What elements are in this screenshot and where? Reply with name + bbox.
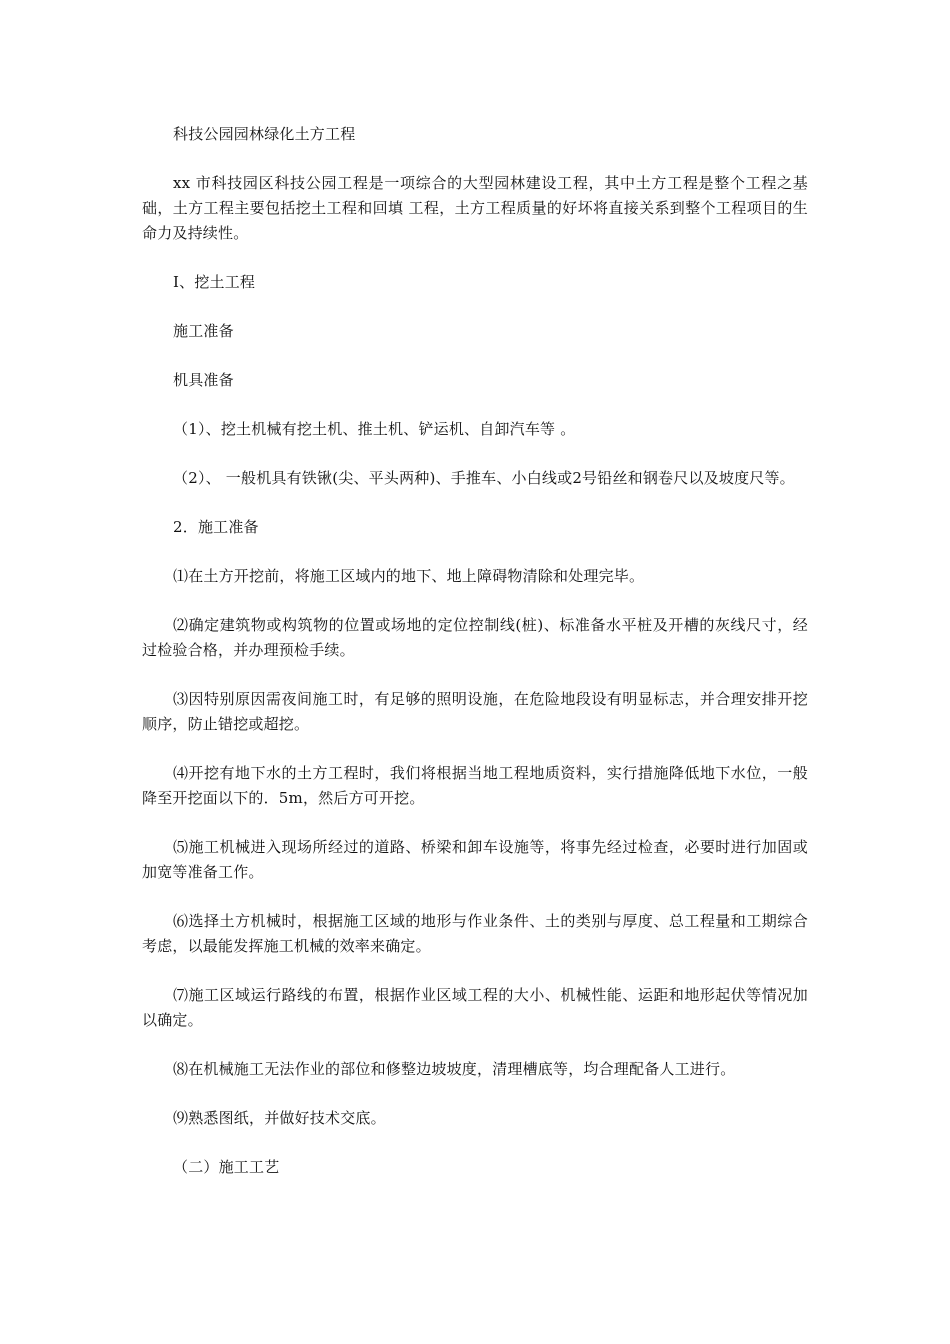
list-item-prep-8: ⑻在机械施工无法作业的部位和修整边坡坡度，清理槽底等，均合理配备人工进行。: [173, 1060, 736, 1078]
intro-paragraph: xx 市科技园区科技公园工程是一项综合的大型园林建设工程，其中土方工程是整个工程之基础，土方工程主要包括挖土工程和回填 工程，土方工程质量的好坏将直接关系到整个工程项目的生命力及持续性。: [142, 174, 808, 242]
list-item-prep-2: ⑵确定建筑物或构筑物的位置或场地的定位控制线(桩)、标准备水平桩及开槽的灰线尺寸，经过检验合格，并办理预检手续。: [142, 616, 808, 659]
document-body: [142, 122, 808, 1204]
list-item-prep-4: ⑷开挖有地下水的土方工程时，我们将根据当地工程地质资料，实行措施降低地下水位，一般降至开挖面以下的．5m，然后方可开挖。: [142, 764, 808, 807]
subheading-construction-prep-2: 2．施工准备: [173, 518, 259, 536]
subheading-construction-prep: 施工准备: [173, 322, 234, 340]
list-item-equipment-2: （2）、 一般机具有铁锹(尖、平头两种)、手推车、小白线或2号铅丝和钢卷尺以及坡度尺等。: [173, 469, 795, 487]
list-item-prep-3: ⑶因特别原因需夜间施工时，有足够的照明设施，在危险地段设有明显标志，并合理安排开挖顺序，防止错挖或超挖。: [142, 690, 808, 733]
list-item-prep-6: ⑹选择土方机械时，根据施工区域的地形与作业条件、土的类别与厚度、总工程量和工期综合考虑，以最能发挥施工机械的效率来确定。: [142, 912, 808, 955]
list-item-equipment-1: （1）、挖土机械有挖土机、推土机、铲运机、自卸汽车等 。: [173, 420, 576, 438]
document-title: 科技公园园林绿化土方工程: [173, 125, 356, 143]
list-item-prep-9: ⑼熟悉图纸，并做好技术交底。: [173, 1109, 386, 1127]
list-item-prep-5: ⑸施工机械进入现场所经过的道路、桥梁和卸车设施等，将事先经过检查，必要时进行加固或加宽等准备工作。: [142, 838, 808, 881]
subheading-equipment-prep: 机具准备: [173, 371, 234, 389]
section-heading-excavation: Ⅰ、挖土工程: [173, 273, 256, 291]
list-item-prep-1: ⑴在土方开挖前，将施工区域内的地下、地上障碍物清除和处理完毕。: [173, 567, 645, 585]
list-item-prep-7: ⑺施工区域运行路线的布置，根据作业区域工程的大小、机械性能、运距和地形起伏等情况加以确定。: [142, 986, 808, 1029]
section-heading-process: （二）施工工艺: [173, 1158, 280, 1176]
